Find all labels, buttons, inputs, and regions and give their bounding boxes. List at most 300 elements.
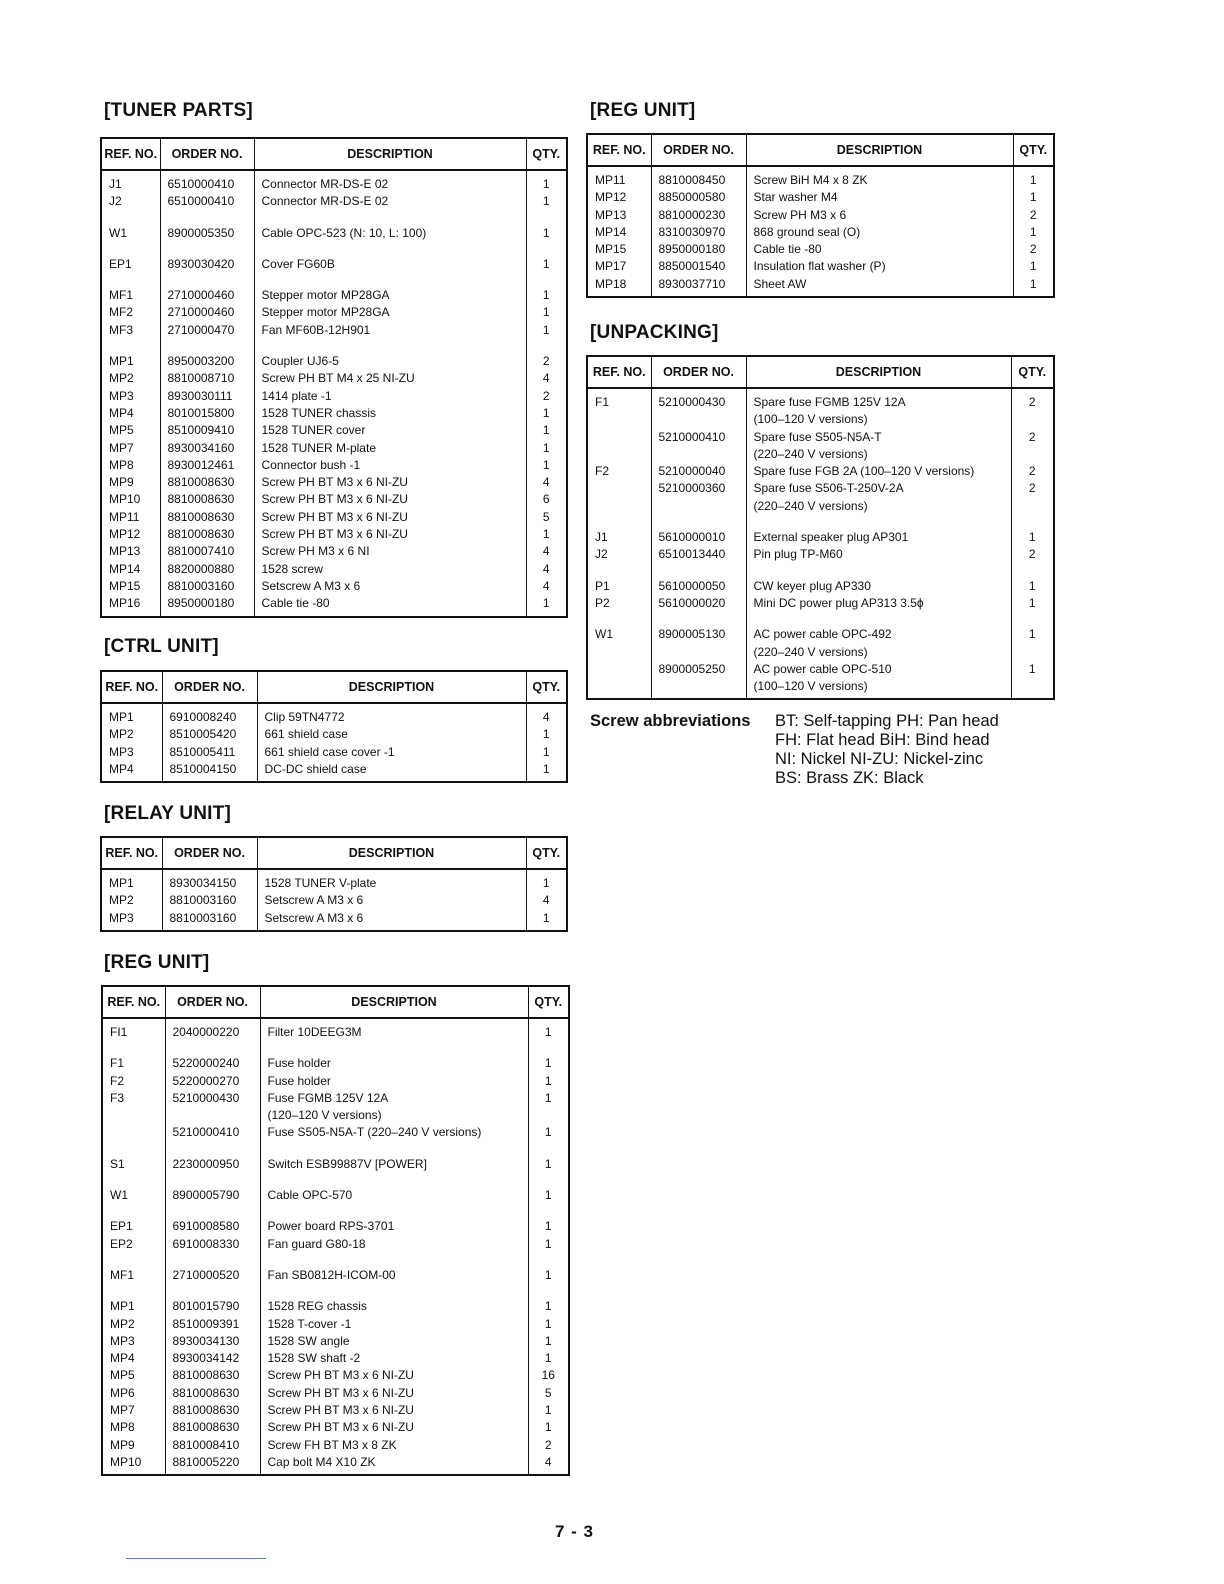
ref-no-cell: MP10 — [102, 491, 160, 508]
qty-cell: 2 — [544, 1437, 552, 1452]
description-cell: Screw PH M3 x 6 — [746, 207, 1013, 224]
ref-no-cell: MP7 — [103, 1402, 165, 1419]
table-row — [103, 1437, 568, 1454]
description-cell: (220–240 V versions) — [746, 498, 1011, 515]
table-row — [103, 1419, 568, 1436]
description-cell: 1528 T-cover -1 — [260, 1316, 528, 1333]
spacer-cell — [526, 339, 566, 353]
ref-no-cell: MP7 — [102, 440, 160, 457]
description-cell: Switch ESB99887V [POWER] — [260, 1156, 528, 1173]
description-cell: Insulation flat washer (P) — [746, 258, 1013, 275]
qty-cell: 2 — [1028, 481, 1036, 496]
order-no-cell: 2710000470 — [160, 322, 254, 339]
table-row — [103, 1267, 568, 1284]
screw-abbreviation-line: FH: Flat head BiH: Bind head — [775, 731, 990, 749]
ref-no-cell: MP13 — [102, 543, 160, 560]
row-spacer — [103, 1204, 568, 1218]
table-row — [588, 626, 1053, 643]
qty-cell: 1 — [544, 1236, 552, 1251]
table-row — [102, 440, 566, 457]
qty-cell: 2 — [1028, 429, 1036, 444]
ref-no-cell: MP5 — [103, 1367, 165, 1384]
unpacking-title: [UNPACKING] — [590, 322, 719, 343]
spacer-cell — [160, 211, 254, 225]
order-no-cell: 8820000880 — [160, 561, 254, 578]
qty-cell: 4 — [542, 578, 550, 593]
spacer-cell — [746, 515, 1011, 529]
ref-no-cell: MP2 — [102, 726, 162, 743]
description-cell: Sheet AW — [746, 276, 1013, 296]
qty-cell: 1 — [1028, 530, 1036, 545]
table-row — [588, 276, 1053, 296]
ref-no-cell: MF1 — [102, 287, 160, 304]
table-row — [588, 578, 1053, 595]
spacer-cell — [260, 1253, 528, 1267]
description-header: DESCRIPTION — [257, 672, 526, 703]
description-header: DESCRIPTION — [254, 139, 526, 170]
row-spacer — [103, 1284, 568, 1298]
table-row — [102, 370, 566, 387]
order-no-cell: 8510004150 — [162, 761, 257, 781]
spacer-cell — [260, 1284, 528, 1298]
order-no-cell: 6910008330 — [165, 1236, 260, 1253]
ref-no-cell: MP12 — [102, 526, 160, 543]
qty-cell: 4 — [542, 561, 550, 576]
table-row — [588, 546, 1053, 563]
description-cell: 1528 screw — [254, 561, 526, 578]
order-no-cell: 8810008630 — [165, 1385, 260, 1402]
description-cell: Fuse S505-N5A-T (220–240 V versions) — [260, 1124, 528, 1141]
order-no-cell: 2040000220 — [165, 1018, 260, 1041]
ref-no-cell: MP14 — [588, 224, 651, 241]
description-cell: 1528 TUNER cover — [254, 422, 526, 439]
spacer-cell — [254, 273, 526, 287]
qty-cell: 1 — [542, 457, 550, 472]
table-header-row — [102, 838, 566, 869]
table-row — [588, 388, 1053, 411]
screw-abbreviations-title: Screw abbreviations — [590, 712, 751, 730]
qty-cell: 1 — [544, 1090, 552, 1105]
order-no-cell: 8810008630 — [160, 491, 254, 508]
table-row — [103, 1156, 568, 1173]
ref-no-cell: S1 — [103, 1156, 165, 1173]
order-no-cell — [651, 411, 746, 428]
description-header: DESCRIPTION — [257, 838, 526, 869]
table-header-row — [102, 672, 566, 703]
spacer-cell — [260, 1142, 528, 1156]
order-no-cell: 8310030970 — [651, 224, 746, 241]
qty-cell: 1 — [542, 910, 550, 925]
qty-cell: 4 — [542, 710, 550, 724]
ref-no-cell: F2 — [103, 1073, 165, 1090]
description-cell: DC-DC shield case — [257, 761, 526, 781]
qty-cell — [528, 1107, 568, 1124]
description-cell: Connector MR-DS-E 02 — [254, 193, 526, 210]
description-cell: (120–120 V versions) — [260, 1107, 528, 1124]
row-spacer — [102, 273, 566, 287]
order-no-cell: 5210000040 — [651, 463, 746, 480]
table-row — [102, 457, 566, 474]
description-cell: 1528 TUNER chassis — [254, 405, 526, 422]
spacer-cell — [528, 1173, 568, 1187]
ref-no-header: REF. NO. — [103, 987, 165, 1018]
description-cell: 1414 plate -1 — [254, 388, 526, 405]
table-row — [103, 1402, 568, 1419]
order-no-cell: 5610000010 — [651, 529, 746, 546]
reg-unit-bottom-title: [REG UNIT] — [104, 952, 210, 973]
ref-no-cell — [588, 661, 651, 678]
order-no-cell: 8900005250 — [651, 661, 746, 678]
description-cell: CW keyer plug AP330 — [746, 578, 1011, 595]
order-no-cell: 5210000410 — [165, 1124, 260, 1141]
description-cell: 1528 SW shaft -2 — [260, 1350, 528, 1367]
ref-no-cell: MP3 — [103, 1333, 165, 1350]
description-cell: 661 shield case — [257, 726, 526, 743]
order-no-cell — [651, 446, 746, 463]
spacer-cell — [165, 1253, 260, 1267]
order-no-cell: 8930034142 — [165, 1350, 260, 1367]
qty-cell: 1 — [542, 423, 550, 438]
table-row — [588, 429, 1053, 446]
row-spacer — [103, 1041, 568, 1055]
ref-no-cell: F3 — [103, 1090, 165, 1107]
table-row — [103, 1107, 568, 1124]
order-no-header: ORDER NO. — [162, 672, 257, 703]
ref-no-cell: MP4 — [103, 1350, 165, 1367]
description-cell: Stepper motor MP28GA — [254, 304, 526, 321]
order-no-cell: 6910008240 — [162, 703, 257, 726]
spacer-cell — [1011, 515, 1053, 529]
qty-cell: 1 — [1028, 627, 1036, 642]
ref-no-cell: MP2 — [103, 1316, 165, 1333]
order-no-cell: 8510009410 — [160, 422, 254, 439]
qty-cell: 1 — [1029, 259, 1037, 274]
ref-no-cell: J1 — [102, 170, 160, 193]
table-row — [588, 207, 1053, 224]
spacer-cell — [102, 273, 160, 287]
table-row — [102, 304, 566, 321]
qty-header: QTY. — [526, 838, 566, 869]
description-cell: External speaker plug AP301 — [746, 529, 1011, 546]
qty-cell: 2 — [542, 388, 550, 403]
tuner-parts-title: [TUNER PARTS] — [104, 100, 253, 121]
spacer-cell — [165, 1284, 260, 1298]
ref-no-cell — [588, 498, 651, 515]
description-cell: Screw PH BT M3 x 6 NI-ZU — [254, 509, 526, 526]
spacer-cell — [528, 1284, 568, 1298]
spacer-cell — [102, 211, 160, 225]
order-no-cell: 5220000270 — [165, 1073, 260, 1090]
ref-no-cell: MP2 — [102, 370, 160, 387]
order-no-cell: 8810005220 — [165, 1454, 260, 1474]
qty-cell: 4 — [542, 475, 550, 490]
description-cell: Connector bush -1 — [254, 457, 526, 474]
order-no-cell: 8900005350 — [160, 225, 254, 242]
ref-no-cell: MF1 — [103, 1267, 165, 1284]
order-no-cell: 8810008450 — [651, 166, 746, 189]
order-no-cell: 5220000240 — [165, 1055, 260, 1072]
ref-no-cell: MP4 — [102, 761, 162, 781]
spacer-cell — [1011, 564, 1053, 578]
qty-cell: 1 — [1029, 224, 1037, 239]
ref-no-cell: F1 — [103, 1055, 165, 1072]
table-row — [102, 422, 566, 439]
spacer-cell — [651, 612, 746, 626]
description-cell: Spare fuse S505-N5A-T — [746, 429, 1011, 446]
table-row — [588, 411, 1053, 428]
order-no-cell: 8930030111 — [160, 388, 254, 405]
footer-rule — [126, 1558, 266, 1559]
qty-cell: 1 — [544, 1333, 552, 1348]
qty-cell: 1 — [544, 1156, 552, 1171]
order-no-cell: 8930030420 — [160, 256, 254, 273]
description-cell: AC power cable OPC-492 — [746, 626, 1011, 643]
ref-no-cell: MP6 — [103, 1385, 165, 1402]
screw-abbreviation-line: BS: Brass ZK: Black — [775, 769, 924, 787]
qty-cell: 1 — [544, 1219, 552, 1234]
spacer-cell — [526, 211, 566, 225]
table-row — [102, 170, 566, 193]
table-row — [103, 1187, 568, 1204]
table-row — [102, 388, 566, 405]
order-no-cell: 5610000050 — [651, 578, 746, 595]
table-row — [588, 480, 1053, 497]
ref-no-cell: W1 — [103, 1187, 165, 1204]
order-no-header: ORDER NO. — [651, 357, 746, 388]
table-row — [588, 446, 1053, 463]
qty-cell: 2 — [1028, 464, 1036, 479]
order-no-cell: 8810000230 — [651, 207, 746, 224]
order-no-cell: 2710000460 — [160, 287, 254, 304]
ref-no-cell: F1 — [588, 388, 651, 411]
order-no-cell: 8850001540 — [651, 258, 746, 275]
qty-cell: 1 — [544, 1073, 552, 1088]
ref-no-cell: W1 — [588, 626, 651, 643]
qty-cell: 1 — [542, 744, 550, 759]
ref-no-header: REF. NO. — [588, 135, 651, 166]
ref-no-cell: F2 — [588, 463, 651, 480]
order-no-cell: 2230000950 — [165, 1156, 260, 1173]
order-no-cell: 8950003200 — [160, 353, 254, 370]
table-row — [588, 498, 1053, 515]
qty-cell: 1 — [542, 761, 550, 776]
spacer-cell — [528, 1253, 568, 1267]
qty-cell: 4 — [542, 544, 550, 559]
table-row — [103, 1124, 568, 1141]
description-cell: Spare fuse S506-T-250V-2A — [746, 480, 1011, 497]
ref-no-cell: EP2 — [103, 1236, 165, 1253]
description-cell: Cable OPC-570 — [260, 1187, 528, 1204]
description-cell: 661 shield case cover -1 — [257, 744, 526, 761]
row-spacer — [103, 1173, 568, 1187]
description-cell: Fuse holder — [260, 1055, 528, 1072]
order-no-cell: 8810008630 — [165, 1419, 260, 1436]
description-cell: Screw PH BT M3 x 6 NI-ZU — [254, 526, 526, 543]
description-cell: Screw PH BT M3 x 6 NI-ZU — [260, 1419, 528, 1436]
qty-cell: 1 — [1028, 595, 1036, 610]
tuner-parts-table — [100, 137, 568, 618]
table-row — [102, 578, 566, 595]
spacer-cell — [103, 1041, 165, 1055]
description-cell: (100–120 V versions) — [746, 678, 1011, 698]
order-no-cell: 6910008580 — [165, 1218, 260, 1235]
qty-cell: 1 — [542, 288, 550, 303]
order-no-cell: 5610000020 — [651, 595, 746, 612]
table-row — [102, 543, 566, 560]
qty-cell: 5 — [542, 509, 550, 524]
table-row — [103, 1298, 568, 1315]
qty-cell: 6 — [542, 492, 550, 507]
description-cell: Screw PH BT M3 x 6 NI-ZU — [260, 1385, 528, 1402]
order-no-header: ORDER NO. — [160, 139, 254, 170]
description-cell: Fuse holder — [260, 1073, 528, 1090]
table-row — [103, 1218, 568, 1235]
spacer-cell — [260, 1041, 528, 1055]
qty-cell — [1011, 446, 1053, 463]
order-no-cell: 8510005420 — [162, 726, 257, 743]
row-spacer — [102, 339, 566, 353]
ref-no-cell: MP14 — [102, 561, 160, 578]
spacer-cell — [526, 273, 566, 287]
spacer-cell — [102, 339, 160, 353]
ref-no-cell: MP3 — [102, 388, 160, 405]
table-row — [588, 529, 1053, 546]
spacer-cell — [160, 242, 254, 256]
description-cell: Screw PH BT M3 x 6 NI-ZU — [254, 474, 526, 491]
ref-no-cell — [588, 678, 651, 698]
ref-no-cell: MP11 — [588, 166, 651, 189]
order-no-cell: 8810008630 — [165, 1402, 260, 1419]
description-cell: Screw FH BT M3 x 8 ZK — [260, 1437, 528, 1454]
ref-no-cell: MP18 — [588, 276, 651, 296]
qty-cell: 1 — [544, 1056, 552, 1071]
description-cell: Cable tie -80 — [254, 595, 526, 615]
table-header-row — [588, 135, 1053, 166]
description-cell: Connector MR-DS-E 02 — [254, 170, 526, 193]
order-no-cell — [165, 1107, 260, 1124]
ref-no-cell: MP3 — [102, 744, 162, 761]
ref-no-cell — [103, 1107, 165, 1124]
relay-unit-table — [100, 836, 568, 932]
qty-cell — [1011, 678, 1053, 698]
spacer-cell — [160, 339, 254, 353]
order-no-cell: 8950000180 — [160, 595, 254, 615]
qty-header: QTY. — [526, 139, 566, 170]
ref-no-cell: MP2 — [102, 892, 162, 909]
qty-cell: 1 — [544, 1267, 552, 1282]
spacer-cell — [528, 1142, 568, 1156]
qty-cell: 4 — [542, 893, 550, 908]
qty-cell: 1 — [542, 256, 550, 271]
description-cell: Cap bolt M4 X10 ZK — [260, 1454, 528, 1474]
ref-no-cell: MF2 — [102, 304, 160, 321]
ref-no-cell: MP9 — [103, 1437, 165, 1454]
spacer-cell — [588, 515, 651, 529]
order-no-cell: 8810008630 — [160, 526, 254, 543]
qty-header: QTY. — [526, 672, 566, 703]
ref-no-cell — [103, 1124, 165, 1141]
ref-no-cell: MP1 — [102, 353, 160, 370]
ctrl-unit-table — [100, 670, 568, 783]
order-no-cell: 8810003160 — [162, 892, 257, 909]
order-no-cell — [651, 678, 746, 698]
qty-cell: 1 — [542, 405, 550, 420]
description-cell: Screw PH BT M3 x 6 NI-ZU — [260, 1367, 528, 1384]
qty-cell: 1 — [1029, 190, 1037, 205]
spacer-cell — [103, 1204, 165, 1218]
qty-cell: 1 — [544, 1351, 552, 1366]
table-row — [588, 258, 1053, 275]
order-no-cell: 8810003160 — [160, 578, 254, 595]
description-cell: 868 ground seal (O) — [746, 224, 1013, 241]
qty-cell: 1 — [544, 1316, 552, 1331]
order-no-cell: 5210000430 — [651, 388, 746, 411]
spacer-cell — [1011, 612, 1053, 626]
table-row — [103, 1316, 568, 1333]
description-cell: Screw PH M3 x 6 NI — [254, 543, 526, 560]
qty-cell: 1 — [542, 440, 550, 455]
table-row — [103, 1454, 568, 1474]
ref-no-cell: W1 — [102, 225, 160, 242]
order-no-cell: 5210000360 — [651, 480, 746, 497]
qty-cell: 2 — [1028, 395, 1036, 409]
qty-header: QTY. — [1011, 357, 1053, 388]
ref-no-cell — [588, 446, 651, 463]
spacer-cell — [165, 1173, 260, 1187]
table-row — [102, 287, 566, 304]
table-row — [102, 509, 566, 526]
table-row — [102, 322, 566, 339]
table-row — [102, 353, 566, 370]
table-row — [102, 869, 566, 892]
order-no-cell: 8930034150 — [162, 869, 257, 892]
description-cell: Mini DC power plug AP313 3.5ϕ — [746, 595, 1011, 612]
qty-cell: 1 — [544, 1188, 552, 1203]
description-cell: Setscrew A M3 x 6 — [257, 910, 526, 930]
order-no-cell: 8900005790 — [165, 1187, 260, 1204]
spacer-cell — [746, 612, 1011, 626]
spacer-cell — [260, 1204, 528, 1218]
qty-cell: 1 — [544, 1299, 552, 1314]
order-no-cell — [651, 644, 746, 661]
qty-cell: 2 — [542, 354, 550, 369]
ref-no-header: REF. NO. — [102, 139, 160, 170]
qty-cell: 2 — [1029, 242, 1037, 257]
description-header: DESCRIPTION — [746, 357, 1011, 388]
qty-cell: 4 — [542, 371, 550, 386]
qty-cell: 1 — [1028, 661, 1036, 676]
description-cell: Cable OPC-523 (N: 10, L: 100) — [254, 225, 526, 242]
qty-cell: 1 — [542, 876, 550, 890]
table-row — [102, 561, 566, 578]
table-row — [102, 491, 566, 508]
spacer-cell — [651, 515, 746, 529]
order-no-cell: 8810003160 — [162, 910, 257, 930]
table-row — [103, 1073, 568, 1090]
order-no-cell: 8900005130 — [651, 626, 746, 643]
description-header: DESCRIPTION — [746, 135, 1013, 166]
table-header-row — [103, 987, 568, 1018]
ref-no-cell: P1 — [588, 578, 651, 595]
description-cell: Screw PH BT M4 x 25 NI-ZU — [254, 370, 526, 387]
ref-no-header: REF. NO. — [102, 672, 162, 703]
order-no-cell: 8810008630 — [160, 509, 254, 526]
order-no-cell: 8930012461 — [160, 457, 254, 474]
order-no-cell: 8010015790 — [165, 1298, 260, 1315]
reg-unit-top-title: [REG UNIT] — [590, 100, 696, 121]
table-row — [588, 189, 1053, 206]
description-cell: Cover FG60B — [254, 256, 526, 273]
